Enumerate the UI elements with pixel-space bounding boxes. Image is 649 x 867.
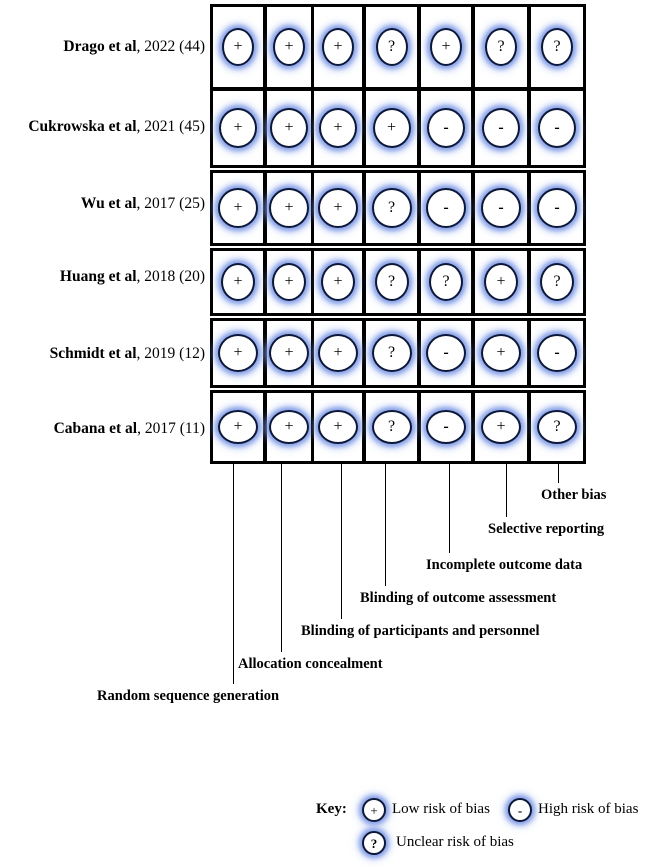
judgment-symbol-wrap — [528, 88, 586, 168]
judgment-symbol-wrap — [210, 88, 266, 168]
judgment-symbol-wrap — [418, 248, 474, 316]
unclear-risk-question-icon: ? — [537, 410, 577, 444]
high-risk-minus-icon: - — [508, 798, 532, 822]
domain-leader-line — [233, 464, 234, 684]
study-citation: , 2017 (11) — [137, 420, 205, 437]
unclear-risk-question-icon: ? — [485, 28, 517, 66]
key-low-risk-label: Low risk of bias — [392, 801, 490, 817]
study-label — [0, 420, 205, 438]
judgment-symbol-wrap — [264, 88, 314, 168]
low-risk-plus-icon: + — [318, 188, 358, 228]
judgment-symbol-wrap — [528, 248, 586, 316]
judgment-symbol-wrap — [264, 390, 314, 464]
domain-label: Blinding of outcome assessment — [360, 590, 557, 606]
study-label — [0, 38, 205, 56]
judgment-symbol-wrap — [264, 248, 314, 316]
judgment-symbol-wrap — [528, 4, 586, 90]
key-high-risk-label: High risk of bias — [538, 801, 639, 817]
high-risk-minus-icon: - — [538, 108, 576, 148]
low-risk-plus-icon: + — [322, 28, 354, 66]
high-risk-minus-icon: - — [427, 108, 465, 148]
judgment-symbol-wrap — [472, 4, 530, 90]
judgment-symbol-wrap — [210, 390, 266, 464]
high-risk-minus-icon: - — [426, 188, 466, 228]
domain-label: Selective reporting — [488, 521, 605, 537]
high-risk-minus-icon: - — [537, 188, 577, 228]
study-label — [0, 345, 205, 363]
study-label — [0, 268, 205, 286]
judgment-symbol-wrap — [363, 4, 420, 90]
high-risk-minus-icon: - — [537, 334, 577, 372]
judgment-symbol-wrap — [472, 170, 530, 246]
judgment-symbol-wrap — [528, 170, 586, 246]
study-citation: , 2019 (12) — [136, 345, 205, 362]
judgment-symbol-wrap — [210, 170, 266, 246]
low-risk-plus-icon: + — [270, 108, 308, 148]
high-risk-minus-icon: - — [426, 334, 466, 372]
judgment-symbol-wrap — [472, 248, 530, 316]
judgment-symbol-wrap — [311, 4, 365, 90]
judgment-symbol-wrap — [472, 88, 530, 168]
low-risk-plus-icon: + — [269, 410, 309, 444]
judgment-symbol-wrap — [418, 170, 474, 246]
key-unclear-risk-label: Unclear risk of bias — [396, 834, 514, 850]
judgment-symbol-wrap — [210, 318, 266, 388]
judgment-symbol-wrap — [363, 248, 420, 316]
unclear-risk-question-icon: ? — [541, 28, 573, 66]
low-risk-plus-icon: + — [222, 28, 254, 66]
judgment-symbol-wrap — [311, 88, 365, 168]
judgment-symbol-wrap — [363, 390, 420, 464]
study-author: Wu et al — [80, 195, 137, 212]
judgment-symbol-wrap — [418, 390, 474, 464]
key-high-risk-symbol — [506, 796, 534, 824]
judgment-symbol-wrap — [363, 170, 420, 246]
domain-leader-line — [385, 464, 386, 586]
judgment-symbol-wrap — [311, 390, 365, 464]
low-risk-plus-icon: + — [481, 410, 521, 444]
unclear-risk-question-icon: ? — [375, 263, 409, 301]
domain-leader-line — [558, 464, 559, 483]
judgment-symbol-wrap — [210, 4, 266, 90]
judgment-symbol-wrap — [363, 88, 420, 168]
domain-leader-line — [281, 464, 282, 652]
low-risk-plus-icon: + — [218, 188, 258, 228]
low-risk-plus-icon: + — [218, 410, 258, 444]
high-risk-minus-icon: - — [481, 188, 521, 228]
study-citation: , 2022 (44) — [136, 38, 205, 55]
judgment-symbol-wrap — [418, 4, 474, 90]
low-risk-plus-icon: + — [318, 334, 358, 372]
judgment-symbol-wrap — [418, 88, 474, 168]
judgment-symbol-wrap — [264, 170, 314, 246]
study-label — [0, 195, 205, 213]
domain-leader-line — [449, 464, 450, 553]
low-risk-plus-icon: + — [269, 334, 309, 372]
low-risk-plus-icon: + — [481, 334, 521, 372]
key-low-risk-symbol — [360, 796, 388, 824]
low-risk-plus-icon: + — [362, 798, 386, 822]
study-author: Drago et al — [63, 38, 137, 55]
low-risk-plus-icon: + — [273, 28, 305, 66]
unclear-risk-question-icon: ? — [376, 28, 408, 66]
low-risk-plus-icon: + — [318, 410, 358, 444]
key-unclear-risk-symbol — [360, 829, 388, 857]
low-risk-plus-icon: + — [272, 263, 306, 301]
judgment-symbol-wrap — [210, 248, 266, 316]
domain-leader-line — [341, 464, 342, 619]
study-citation: , 2018 (20) — [136, 268, 205, 285]
study-author: Huang et al — [59, 268, 137, 285]
high-risk-minus-icon: - — [426, 410, 466, 444]
unclear-risk-question-icon: ? — [540, 263, 574, 301]
domain-label: Incomplete outcome data — [426, 557, 583, 573]
low-risk-plus-icon: + — [484, 263, 518, 301]
unclear-risk-question-icon: ? — [372, 410, 412, 444]
low-risk-plus-icon: + — [219, 108, 257, 148]
study-citation: , 2017 (25) — [136, 195, 205, 212]
domain-leader-line — [506, 464, 507, 517]
study-author: Schmidt et al — [49, 345, 137, 362]
judgment-symbol-wrap — [311, 248, 365, 316]
low-risk-plus-icon: + — [430, 28, 462, 66]
low-risk-plus-icon: + — [269, 188, 309, 228]
unclear-risk-question-icon: ? — [362, 831, 386, 855]
judgment-symbol-wrap — [472, 390, 530, 464]
study-citation: , 2021 (45) — [136, 118, 205, 135]
domain-label: Allocation concealment — [238, 656, 383, 672]
judgment-symbol-wrap — [363, 318, 420, 388]
domain-label: Other bias — [541, 487, 607, 503]
low-risk-plus-icon: + — [319, 108, 357, 148]
judgment-symbol-wrap — [472, 318, 530, 388]
judgment-symbol-wrap — [311, 318, 365, 388]
unclear-risk-question-icon: ? — [372, 334, 412, 372]
study-author: Cabana et al — [53, 420, 138, 437]
low-risk-plus-icon: + — [373, 108, 411, 148]
study-label — [0, 118, 205, 136]
judgment-symbol-wrap — [264, 318, 314, 388]
unclear-risk-question-icon: ? — [372, 188, 412, 228]
unclear-risk-question-icon: ? — [429, 263, 463, 301]
judgment-symbol-wrap — [528, 318, 586, 388]
high-risk-minus-icon: - — [482, 108, 520, 148]
judgment-symbol-wrap — [528, 390, 586, 464]
domain-label: Random sequence generation — [97, 688, 280, 704]
judgment-symbol-wrap — [418, 318, 474, 388]
judgment-symbol-wrap — [264, 4, 314, 90]
study-author: Cukrowska et al — [28, 118, 137, 135]
low-risk-plus-icon: + — [321, 263, 355, 301]
low-risk-plus-icon: + — [221, 263, 255, 301]
domain-label: Blinding of participants and personnel — [301, 623, 540, 639]
low-risk-plus-icon: + — [218, 334, 258, 372]
judgment-symbol-wrap — [311, 170, 365, 246]
key-title: Key: — [316, 801, 347, 817]
